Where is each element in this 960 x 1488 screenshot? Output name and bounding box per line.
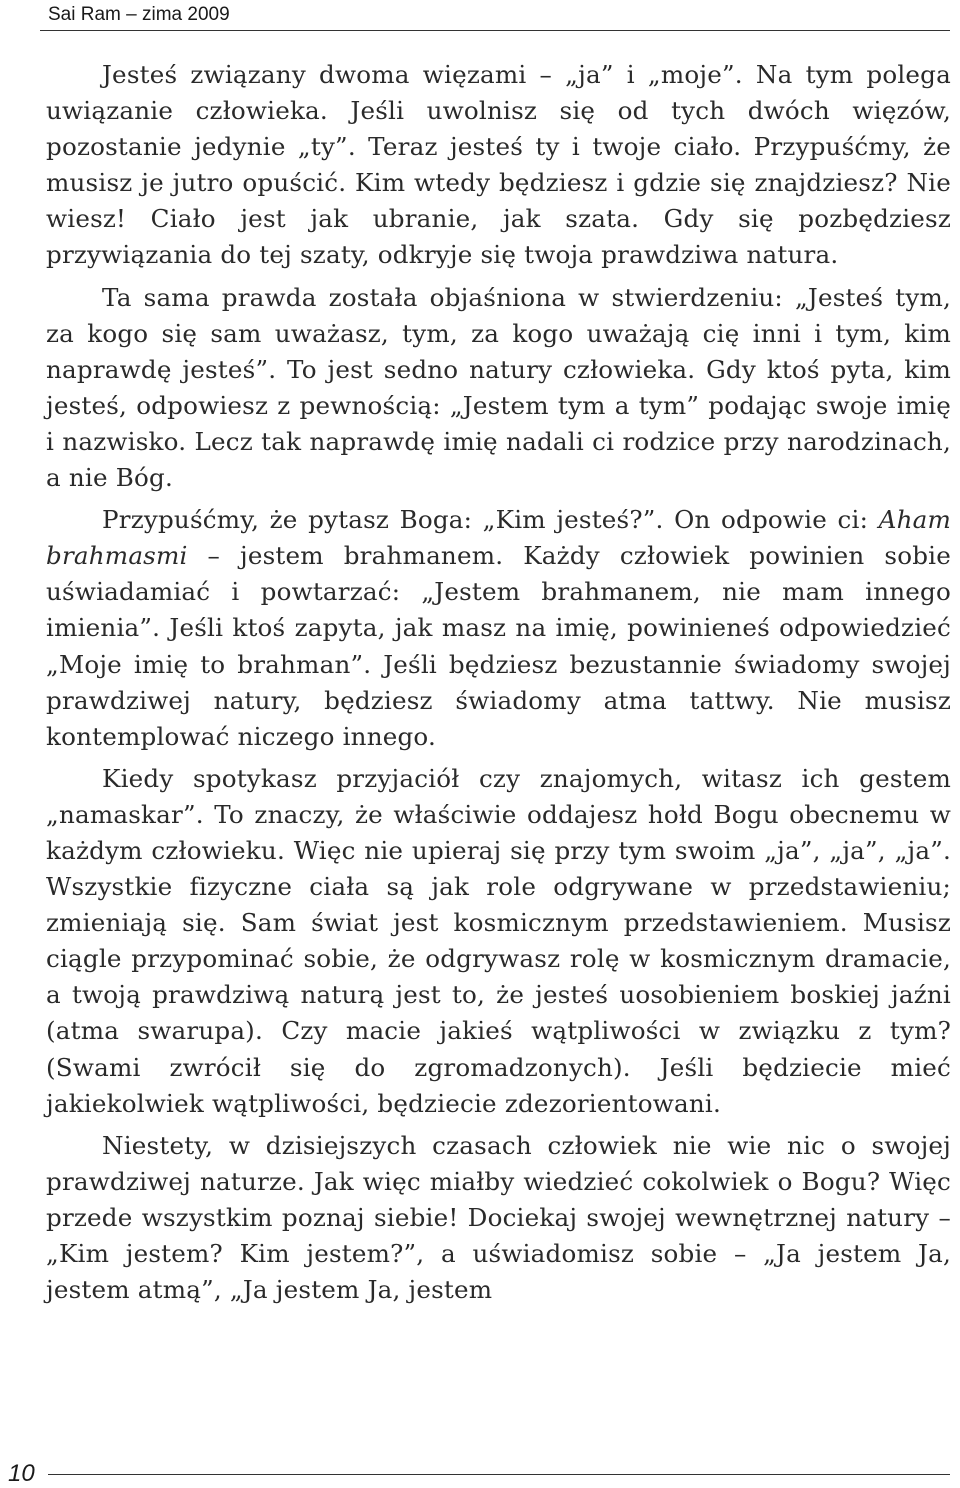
page-number: 10 <box>8 1460 35 1487</box>
paragraph-3 <box>46 502 951 755</box>
article-body <box>46 57 951 1308</box>
paragraph-4: Kiedy spotykasz przyjaciół czy znajomych, witasz ich gestem „namaskar”. To znaczy, że właściwie oddajesz hołd Bogu obecnemu w każdym człowieku. Więc nie upieraj się przy tym swoim „ja”, „ja”, „ja”. Wszystkie fizyczne ciała są jak role odgrywane w przedstawieniu; zmieniają się. Sam świat jest kosmicznym przedstawieniem. Musisz ciągle przypominać sobie, że odgrywasz rolę w kosmicznym dramacie, a twoją prawdziwą naturą jest to, że jesteś uosobieniem boskiej jaźni (atma swarupa). Czy macie jakieś wątpliwości w związku z tym? (Swami zwrócił się do zgromadzonych). Jeśli będziecie mieć jakiekolwiek wątpliwości, będziecie zdezorientowani. <box>46 763 951 1118</box>
running-header <box>40 0 950 30</box>
page-footer <box>0 1455 960 1486</box>
running-title: Sai Ram – zima 2009 <box>48 4 230 25</box>
paragraph-2: Ta sama prawda została objaśniona w stwierdzeniu: „Jesteś tym, za kogo się sam uważasz, tym, za kogo uważają cię inni i tym, kim naprawdę jesteś”. To jest sedno natury człowieka. Gdy ktoś pyta, kim jesteś, odpowiesz z pewnością: „Jestem tym a tym” podając swoje imię i nazwisko. Lecz tak naprawdę imię nadali ci rodzice przy narodzinach, a nie Bóg. <box>46 282 951 493</box>
paragraph-3-lead: Przypuśćmy, że pytasz Boga: „Kim jesteś?”. On odpowie ci: <box>102 505 879 535</box>
sanskrit-phrase: Aham brahmasmi <box>46 505 951 571</box>
footer-rule <box>48 1474 950 1475</box>
paragraph-3-rest: – jestem brahmanem. Każdy człowiek powinien sobie uświadamiać i powtarzać: „Jestem brahmanem, nie mam innego imienia”. Jeśli ktoś zapyta, jak masz na imię, powinieneś odpowiedzieć „Moje imię to brahman”. Jeśli będziesz bezustannie świadomy swojej prawdziwej natury, będziesz świadomy atma tattwy. Nie musisz kontemplować niczego innego. <box>46 541 951 751</box>
header-rule <box>40 30 950 31</box>
paragraph-1: Jesteś związany dwoma więzami – „ja” i „moje”. Na tym polega uwiązanie człowieka. Jeśli uwolnisz się od tych dwóch więzów, pozostanie jedynie „ty”. Teraz jesteś ty i twoje ciało. Przypuśćmy, że musisz je jutro opuścić. Kim wtedy będziesz i gdzie się znajdziesz? Nie wiesz! Ciało jest jak ubranie, jak szata. Gdy się pozbędziesz przywiązania do tej szaty, odkryje się twoja prawdziwa natura. <box>46 60 951 270</box>
paragraph-5: Niestety, w dzisiejszych czasach człowiek nie wie nic o swojej prawdziwej naturze. Jak więc miałby wiedzieć cokolwiek o Bogu? Więc przede wszystkim poznaj siebie! Dociekaj swojej wewnętrznej natury – „Kim jestem? Kim jestem?”, a uświadomisz sobie – „Ja jestem Ja, jestem atmą”, „Ja jestem Ja, jestem <box>46 1130 951 1305</box>
